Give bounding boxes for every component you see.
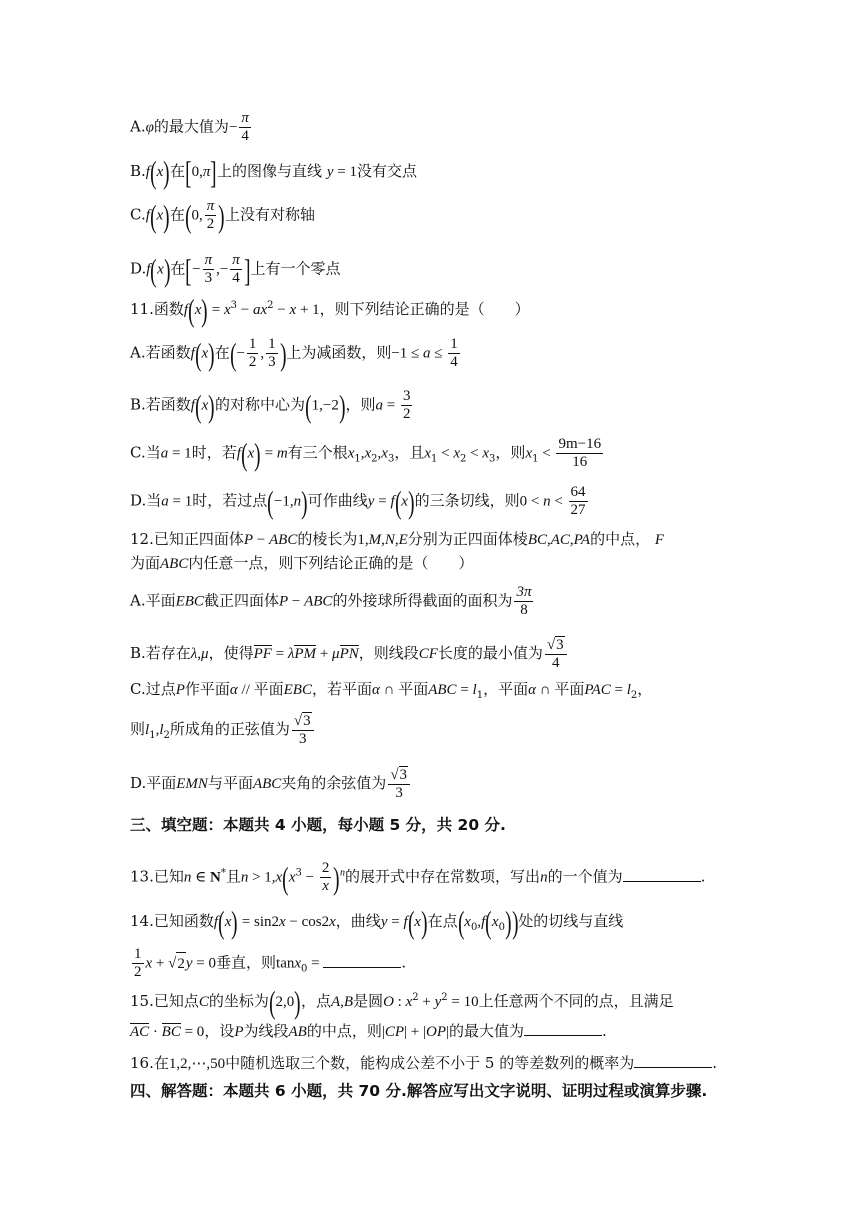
section-heading-fill-in: 三、填空题：本题共 4 小题，每小题 5 分，共 20 分. <box>130 816 506 834</box>
q11-option-a: A.若函数f(x)在(− $\frac{1}{2}$ , $\frac{1}{3}$ )上为减函数，则−1 ≤ a ≤ $\frac{1}{4}$ <box>130 335 458 372</box>
q15-line2: AC · BC = 0，设P为线段AB的中点，则|CP| + |OP|的最大值为 . <box>130 1022 607 1040</box>
answer-blank <box>524 1021 602 1036</box>
q10-option-d: D.f(x)在[− $\frac{\pi}{3}$ ,− $\frac{\pi}{4}$ ]上有一个零点 <box>130 251 341 288</box>
q12-option-a: A.平面EBC截正四面体P − ABC的外接球所得截面的面积为 $\frac{3\pi}{8}$ <box>130 584 532 618</box>
q12-stem-line1: 12.已知正四面体P − ABC的棱长为1,M,N,E分别为正四面体棱BC,AC,PA的中点， F <box>130 530 665 548</box>
answer-blank <box>623 867 701 882</box>
section-heading-solutions: 四、解答题：本题共 6 小题，共 70 分.解答应写出文字说明、证明过程或演算步骤. <box>130 1082 708 1100</box>
q12-option-d: D.平面EMN与平面ABC夹角的余弦值为 $\frac{√3}{3}$ <box>130 766 412 802</box>
q12-stem-line2: 为面ABC内任意一点，则下列结论正确的是（ ） <box>130 554 474 572</box>
q11-stem: 11.函数$f(x) = x^3 - ax^2 - x + 1$，则下列结论正确的是（ ） <box>130 292 530 328</box>
q12-option-c-line1: C.过点P作平面α // 平面EBC，若平面α ∩ 平面ABC = $l_1$，平面α ∩ 平面PAC = $l_2$， <box>130 680 653 701</box>
q10-option-c: C.f(x)在(0, $\frac{\pi}{2}$ )上没有对称轴 <box>130 197 315 234</box>
q14-line2: $\frac{1}{2}$ x + √2y = 0垂直，则tanx$_0$ = . <box>134 946 407 980</box>
q11-option-c: C.当a = 1时，若f(x) = m有三个根$x_1,x_2,x_3$，且$x_1 < x_2 < x_3$，则$x_1$ < $\frac{9m-16}{16}$ <box>130 435 602 472</box>
answer-blank <box>323 953 401 968</box>
q10-option-a: A.φ的最大值为− $\frac{\pi}{4}$ <box>130 110 249 144</box>
q16: 16.在1,2,⋯,50中随机选取三个数，能构成公差不小于 5 的等差数列的概率为 . <box>130 1054 717 1072</box>
q11-option-d: D.当a = 1时，若过点(−1,n)可作曲线y = f(x)的三条切线，则0 < n < $\frac{64}{27}$ <box>130 483 586 520</box>
q12-option-c-line2: 则$l_1,l_2$所成角的正弦值为 $\frac{√3}{3}$ <box>130 712 316 748</box>
q13: 13.已知n ∈ N*且$n > 1,x(x^3$ − $\frac{2}{x}$ )$^n$的展开式中存在常数项，写出n的一个值为 . <box>130 859 706 896</box>
answer-blank <box>634 1053 712 1068</box>
q12-option-b: B.若存在λ,μ，使得PF = λPM + μPN，则线段CF长度的最小值为 $\frac{√3}{4}$ <box>130 636 569 672</box>
q10-option-b: B.f(x)在[0,π]上的图像与直线 y = 1没有交点 <box>130 154 417 190</box>
q15-line1: 15.已知点C的坐标为(2,0)，点A,B是圆O : $x^2 + y^2 = 10$上任意两个不同的点，且满足 <box>130 984 674 1020</box>
q14-line1: 14.已知函数f(x) = sin2x − cos2x，曲线y = f(x)在点$(x_0,f(x_0))$处的切线与直线 <box>130 904 624 940</box>
fraction: $\frac{\pi}{4}$ <box>241 110 249 144</box>
q11-option-b: B.若函数f(x)的对称中心为(1,−2)，则a = $\frac{3}{2}$ <box>130 387 411 424</box>
